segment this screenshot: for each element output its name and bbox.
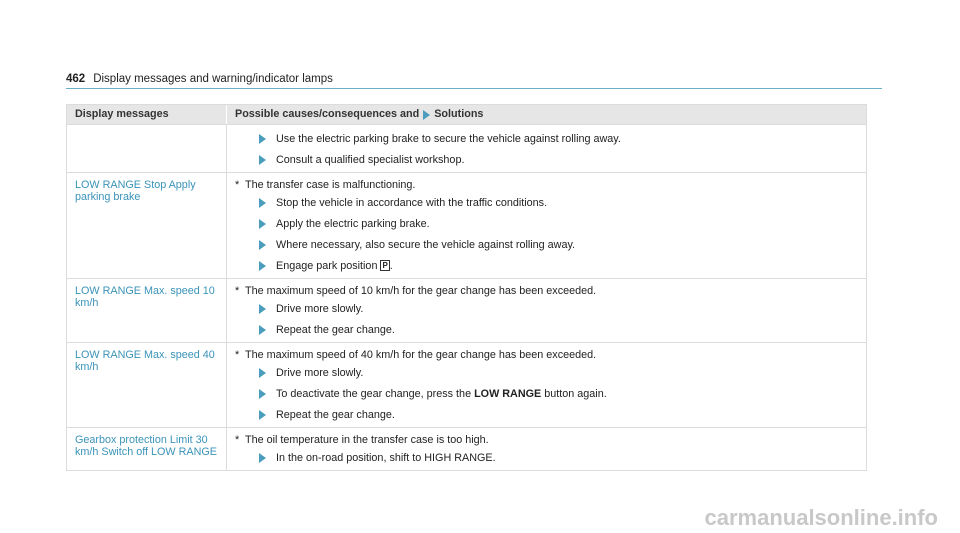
page-title: Display messages and warning/indicator lamps [93, 73, 333, 85]
solution-step [235, 452, 858, 464]
cause-text: The oil temperature in the transfer case is too high. [245, 434, 489, 446]
solution-text: Engage park position [276, 260, 378, 272]
solution-step [235, 239, 858, 251]
messages-table [66, 104, 867, 471]
arrow-right-icon [259, 389, 266, 399]
solution-step [235, 303, 858, 315]
solution-step [235, 367, 858, 379]
table-row [67, 278, 866, 342]
table-row [67, 342, 866, 427]
arrow-right-icon [259, 304, 266, 314]
solution-step [235, 409, 858, 421]
arrow-right-icon [259, 368, 266, 378]
cause-marker: * [235, 434, 240, 446]
arrow-right-icon [259, 240, 266, 250]
arrow-right-icon [259, 325, 266, 335]
cause-line [235, 349, 858, 362]
solution-text: Drive more slowly. [276, 303, 364, 315]
page-header [66, 73, 882, 89]
solution-text-suffix: button again. [544, 388, 607, 400]
solution-text: Use the electric parking brake to secure the vehicle against rolling away. [276, 133, 621, 145]
solutions-header-label: Solutions [434, 108, 484, 120]
solution-cell [227, 343, 866, 427]
arrow-right-icon [259, 261, 266, 271]
low-range-button-label: LOW RANGE [474, 388, 542, 400]
solution-text: Stop the vehicle in accordance with the traffic conditions. [276, 197, 548, 209]
solution-step [235, 133, 858, 145]
solution-text: Drive more slowly. [276, 367, 364, 379]
solution-cell [227, 125, 866, 172]
solution-text: Where necessary, also secure the vehicle against rolling away. [276, 239, 576, 251]
table-row [67, 172, 866, 278]
table-header [67, 105, 866, 124]
message-cell: Gearbox protection Limit 30 km/h Switch off LOW RANGE [67, 428, 227, 470]
solution-text: Repeat the gear change. [276, 409, 395, 421]
message-cell: LOW RANGE Max. speed 40 km/h [67, 343, 227, 427]
solution-step [235, 197, 858, 209]
cause-line [235, 285, 858, 298]
column-header-causes [227, 105, 866, 124]
cause-marker: * [235, 285, 240, 297]
arrow-right-icon [259, 219, 266, 229]
table-row [67, 427, 866, 470]
arrow-right-icon [259, 198, 266, 208]
solution-step [235, 388, 858, 400]
cause-line [235, 434, 858, 447]
watermark: carmanualsonline.info [704, 505, 938, 530]
solution-cell [227, 173, 866, 278]
causes-header-label: Possible causes/consequences and [235, 108, 420, 120]
arrow-right-icon [259, 155, 266, 165]
park-position-icon: P [382, 261, 388, 270]
cause-marker: * [235, 179, 240, 191]
cause-marker: * [235, 349, 240, 361]
solution-text-suffix: . [389, 260, 393, 272]
solution-text: To deactivate the gear change, press the [276, 388, 472, 400]
cause-line [235, 179, 858, 192]
cause-text: The maximum speed of 10 km/h for the gear change has been exceeded. [245, 285, 597, 297]
column-header-messages: Display messages [67, 105, 227, 124]
arrow-right-icon [423, 110, 430, 120]
arrow-right-icon [259, 410, 266, 420]
table-row [67, 124, 866, 172]
page-number: 462 [66, 73, 86, 85]
solution-text: Consult a qualified specialist workshop. [276, 154, 465, 166]
solution-step [235, 324, 858, 336]
message-cell: LOW RANGE Max. speed 10 km/h [67, 279, 227, 342]
arrow-right-icon [259, 134, 266, 144]
cause-text: The maximum speed of 40 km/h for the gear change has been exceeded. [245, 349, 597, 361]
solution-cell [227, 279, 866, 342]
solution-step [235, 154, 858, 166]
solution-cell [227, 428, 866, 470]
solution-text: Repeat the gear change. [276, 324, 395, 336]
message-cell: LOW RANGE Stop Apply parking brake [67, 173, 227, 278]
message-cell [67, 125, 227, 172]
solution-step [235, 260, 858, 272]
cause-text: The transfer case is malfunctioning. [245, 179, 416, 191]
solution-text: In the on-road position, shift to HIGH RANGE. [276, 452, 496, 464]
solution-text: Apply the electric parking brake. [276, 218, 430, 230]
arrow-right-icon [259, 453, 266, 463]
solution-step [235, 218, 858, 230]
